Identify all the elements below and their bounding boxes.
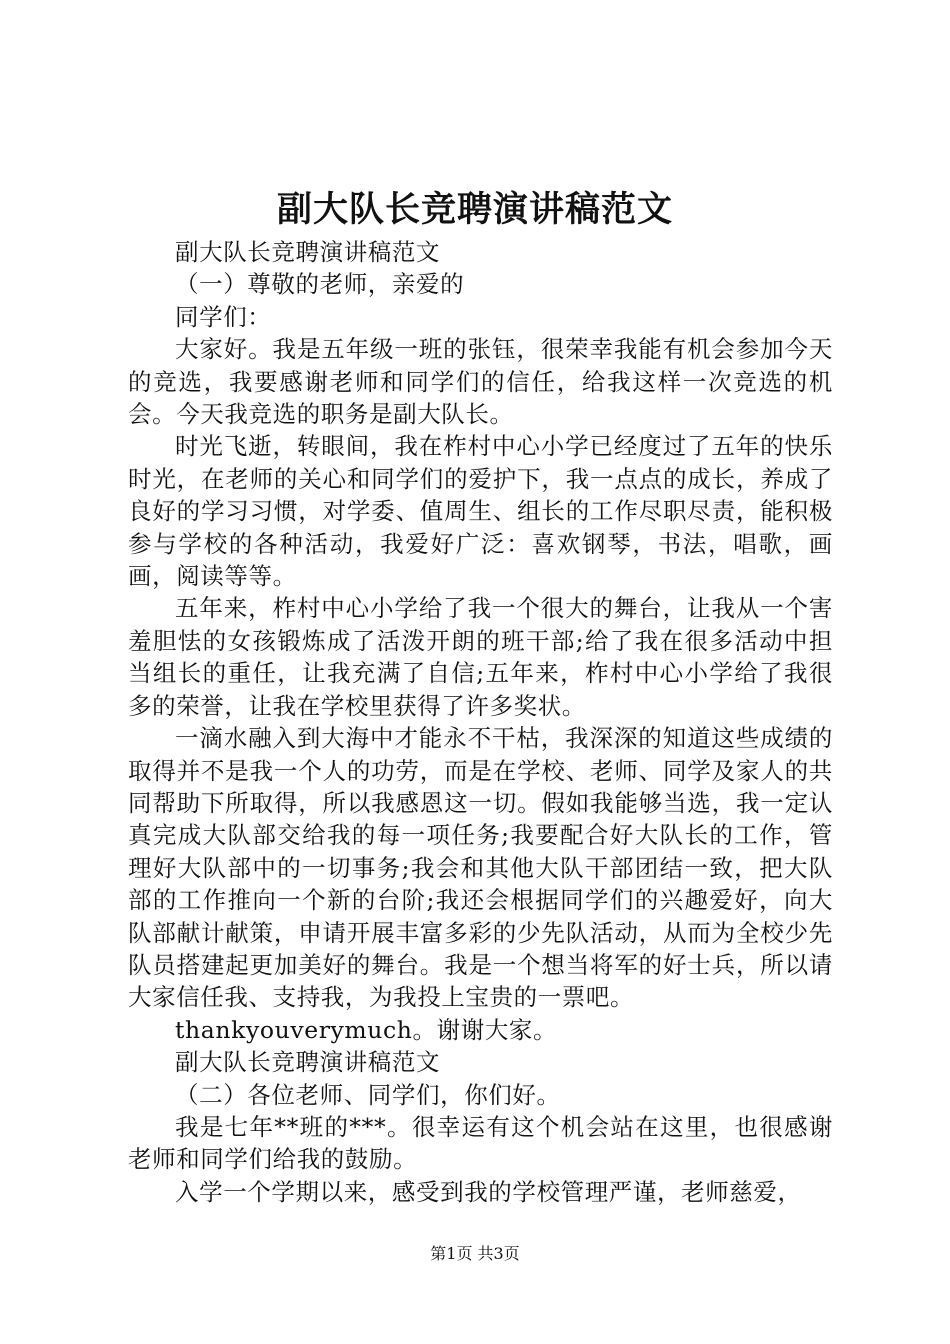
paragraph: 五年来，柞村中心小学给了我一个很大的舞台，让我从一个害羞胆怯的女孩锻炼成了活泼开朗的班干部;给了我在很多活动中担当组长的重任，让我充满了自信;五年来，柞村中心小学给了我很多的荣誉，让我在学校里获得了许多奖状。 — [128, 594, 833, 720]
paragraph: 时光飞逝，转眼间，我在柞村中心小学已经度过了五年的快乐时光，在老师的关心和同学们的爱护下，我一点点的成长，养成了良好的学习习惯，对学委、值周生、组长的工作尽职尽责，能积极参与学校的各种活动，我爱好广泛：喜欢钢琴，书法，唱歌，画画，阅读等等。 — [128, 432, 833, 591]
paragraph: 一滴水融入到大海中才能永不干枯，我深深的知道这些成绩的取得并不是我一个人的功劳，而是在学校、老师、同学及家人的共同帮助下所取得，所以我感恩这一切。假如我能够当选，我一定认真完成大队部交给我的每一项任务;我要配合好大队长的工作，管理好大队部中的一切事务;我会和其他大队干部团结一致，把大队部的工作推向一个新的台阶;我还会根据同学们的兴趣爱好，向大队部献计献策，申请开展丰富多彩的少先队活动，从而为全校少先队员搭建起更加美好的舞台。我是一个想当将军的好士兵，所以请大家信任我、支持我，为我投上宝贵的一票吧。 — [128, 724, 833, 1012]
paragraph: 入学一个学期以来，感受到我的学校管理严谨，老师慈爱， — [175, 1177, 802, 1206]
paragraph: 我是七年**班的***。很幸运有这个机会站在这里，也很感谢老师和同学们给我的鼓励。 — [128, 1112, 833, 1174]
paragraph: thankyouverymuch。谢谢大家。 — [175, 1015, 558, 1044]
document-body — [128, 236, 833, 1208]
paragraph: 副大队长竞聘演讲稿范文 — [175, 1048, 441, 1077]
paragraph: 同学们： — [175, 302, 272, 331]
paragraph: （二）各位老师、同学们，你们好。 — [175, 1080, 561, 1109]
page-number-footer: 第1页 共3页 — [430, 1244, 520, 1263]
document-title: 副大队长竞聘演讲稿范文 — [276, 189, 673, 230]
paragraph: 大家好。我是五年级一班的张钰，很荣幸我能有机会参加今天的竞选，我要感谢老师和同学们的信任，给我这样一次竞选的机会。今天我竞选的职务是副大队长。 — [128, 335, 833, 429]
paragraph: （一）尊敬的老师，亲爱的 — [175, 270, 465, 299]
paragraph: 副大队长竞聘演讲稿范文 — [175, 238, 441, 266]
